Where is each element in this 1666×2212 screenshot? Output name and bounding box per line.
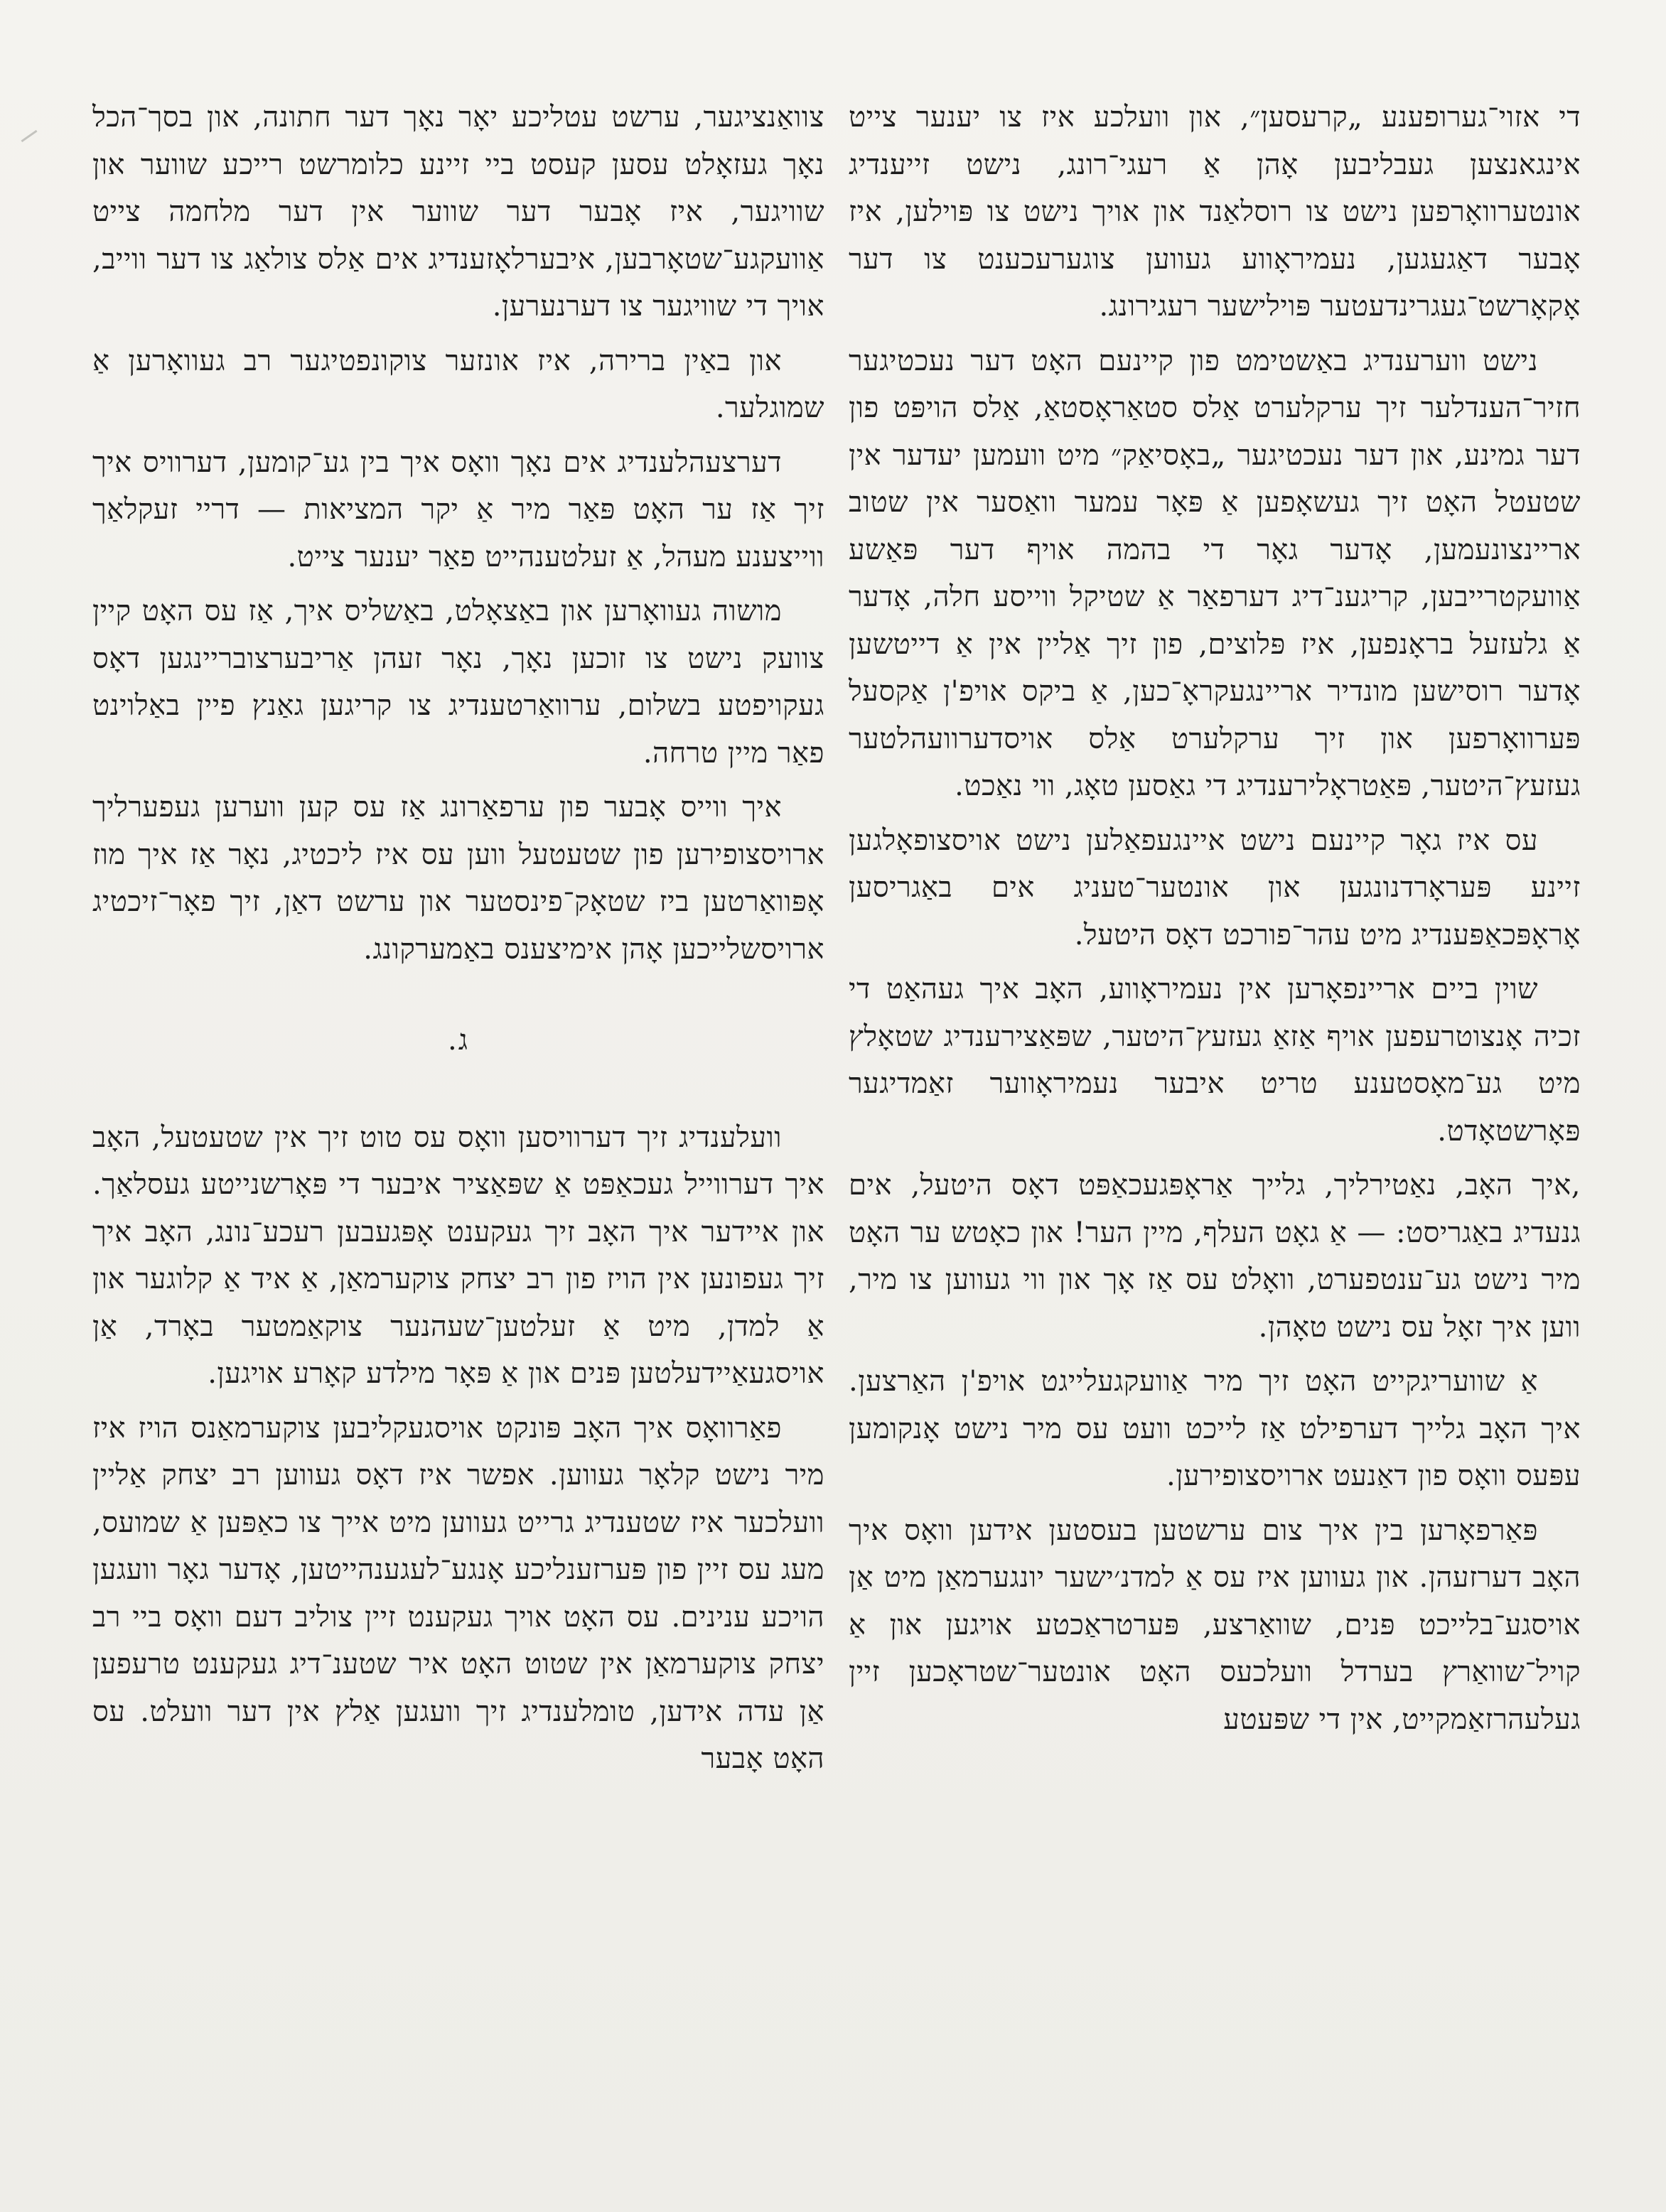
print-speck <box>21 130 37 142</box>
paragraph: אַ שוועריגקייט האָט זיך מיר אַוועקגעלייגט אויפ'ן האַרצען. איך האָב גלייך דערפילט אַז לייכט וועט עס מיר נישט אָנקומען עפּעס וואָס פון דאַנעט ארויסצופירען. <box>849 1365 1581 1492</box>
paragraph: נישט ווערענדיג באַשטימט פון קיינעם האָט דער נעכטיגער חזיר־הענדלער זיך ערקלערט אַלס סטאַראָסטאַ, אַלס הויפּט פון דער גמינע, און דער נעכטיגער „באָסיאַק״ מיט וועמען יעדער אין שטעטל האָט זיך געשאָפען אַ פּאָר עמער וואַסער אין שטוב אריינצונעמען, אָדער גאָר די בהמה אויף דער פּאַשע אַוועקטרייבען, קריגענ־דיג דערפאַר אַ שטיקל ווייסע חלה, אָדער אַ גלעזעל בראָנפען, איז פּלוצים, פון זיך אַליין אין אַ דייטשען אָדער רוסישען מונדיר אריינגעקראָ־כען, אַ ביקס אויפ'ן אַקסעל פּערוואָרפען און זיך ערקלערט אַלס אויסדערוועהלטער געזעץ־היטער, פּאַטראָלירענדיג די גאַסען טאָג, ווי נאַכט. <box>849 344 1581 802</box>
paragraph: שוין ביים אריינפאָרען אין נעמיראָווע, האָב איך געהאַט די זכיה אָנצוטרעפען אויף אַזאַ געזעץ־היטער, שפּאַצירענדיג שטאָלץ מיט גע־מאָסטענע טריט איבער נעמיראָווער זאַמדיגער פּאָרשטאָדט. <box>849 973 1581 1148</box>
paragraph: צוואַנציגער, ערשט עטליכע יאָר נאָך דער חתונה, און בסך־הכל נאָך געזאָלט עסען קעסט ביי זיינע כלומרשט רייכע שווער און שוויגער, איז אָבער דער שווער אין דער מלחמה צייט אַוועקגע־שטאָרבען, איבערלאָזענדיג אים אַלס צולאַג צו דער ווייב, אויך די שוויגער צו דערנערען. <box>92 101 824 323</box>
paragraph: עס איז גאָר קיינעם נישט איינגעפאַלען נישט אויסצופאָלגען זיינע פּעראָרדנונגען און אונטער־טעניג אים באַגריסען אָראָפּכאַפּענדיג מיט עהר־פורכט דאָס היטעל. <box>849 824 1581 951</box>
left-text-column <box>92 94 824 1790</box>
paragraph: איך ווייס אָבער פון ערפאַרונג אַז עס קען ווערען געפערליך ארויסצופירען פון שטעטעל ווען עס איז ליכטיג, נאָר אַז איך מוז אָפּוואַרטען ביז שטאָק־פינסטער און ערשט דאַן, זיך פאָר־זיכטיג ארויסשלייכען אָהן אימיצענס באַמערקונג. <box>92 791 824 966</box>
paragraph: וועלענדיג זיך דערוויסען וואָס עס טוט זיך אין שטעטעל, האָב איך דערווייל געכאַפּט אַ שפּאַציר איבער די פּאָרשנייטע געסלאַך. און איידער איך האָב זיך געקענט אָפּגעבען רעכע־נונג, האָב איך זיך געפונען אין הויז פון רב יצחק צוקערמאַן, אַ איד אַ קלוגער און אַ למדן, מיט אַ זעלטען־שעהנער צוקאַמטער באָרד, אַן אויסגעאַיידעלטען פּנים און אַ פּאָר מילדע קאָרע אויגען. <box>92 1121 824 1390</box>
paragraph: דערצעהלענדיג אים נאָך וואָס איך בין גע־קומען, דערוויס איך זיך אַז ער האָט פּאַר מיר אַ יקר המציאות — דריי זעקלאַך ווייצענע מעהל, אַ זעלטענהייט פאַר יענער צייט. <box>92 446 824 573</box>
paragraph: ,איך האָב, נאַטירליך, גלייך אַראָפּגעכאַפּט דאָס היטעל, אים גנעדיג באַגריסט: — אַ גאָט העלף, מיין הער! און כאָטש ער האָט מיר נישט גע־ענטפערט, וואָלט עס אַז אָך און ווי געווען צו מיר, ווען איך זאָל עס נישט טאָהן. <box>849 1169 1581 1344</box>
paragraph: און באַין ברירה, איז אונזער צוקונפטיגער רב געוואָרען אַ שמוגלער. <box>92 344 824 424</box>
paragraph: פאַרוואָס איך האָב פּונקט אויסגעקליבען צוקערמאַנס הויז איז מיר נישט קלאָר געווען. אפשר איז דאָס געווען רב יצחק אַליין וועלכער איז שטענדיג גרייט געווען מיט אייך צו כאַפּען אַ שמועס, מעג עס זיין פון פּערזענליכע אָנגע־לעגענהייטען, אָדער גאָר וועגען הויכע ענינים. עס האָט אויך געקענט זיין צוליב דעם וואָס ביי רב יצחק צוקערמאַן אין שטוט האָט איר שטענ־דיג געקענט טרעפען אַן עדה אידען, טומלענדיג זיך וועגען אַלץ אין דער וועלט. עס האָט אָבער <box>92 1411 824 1775</box>
right-text-column <box>849 94 1581 1750</box>
paragraph: פּאַרפאָרען בין איך צום ערשטען בעסטען אידען וואָס איך האָב דערזעהן. און געווען איז עס אַ למדנ׳ישער יונגערמאַן מיט אַן אויסגע־בלייכט פּנים, שוואַרצע, פּערטראַכטע אויגען און אַ קויל־שוואַרץ בערדל וועלכעס האָט אונטער־שטראָכען זיין געלעהרזאַמקייט, אין די שפּעטע <box>849 1514 1581 1736</box>
paragraph: מושוה געוואָרען און באַצאָלט, באַשליס איך, אַז עס האָט קיין צוועק נישט צו זוכען נאָך, נאָר זעהן אַריבערצובריינגען דאָס געקויפטע בשלום, ערוואַרטענדיג צו קריגען גאַנץ פיין באַלוינט פאַר מיין טרחה. <box>92 595 824 770</box>
paragraph: די אזוי־גערופענע „קרעסען״, און וועלכע איז צו יענער צייט אינגאנצען געבליבען אָהן אַ רעגי־רונג, נישט זייענדיג אונטערוואָרפען נישט צו רוסלאַנד און אויך נישט צו פּוילען, איז אָבער דאַגעגען, נעמיראָווע געווען צוגערעכענט צו דער אָקאָרשט־געגרינדעטער פּוילישער רעגירונג. <box>849 101 1581 323</box>
section-heading: ג. <box>448 1024 469 1057</box>
